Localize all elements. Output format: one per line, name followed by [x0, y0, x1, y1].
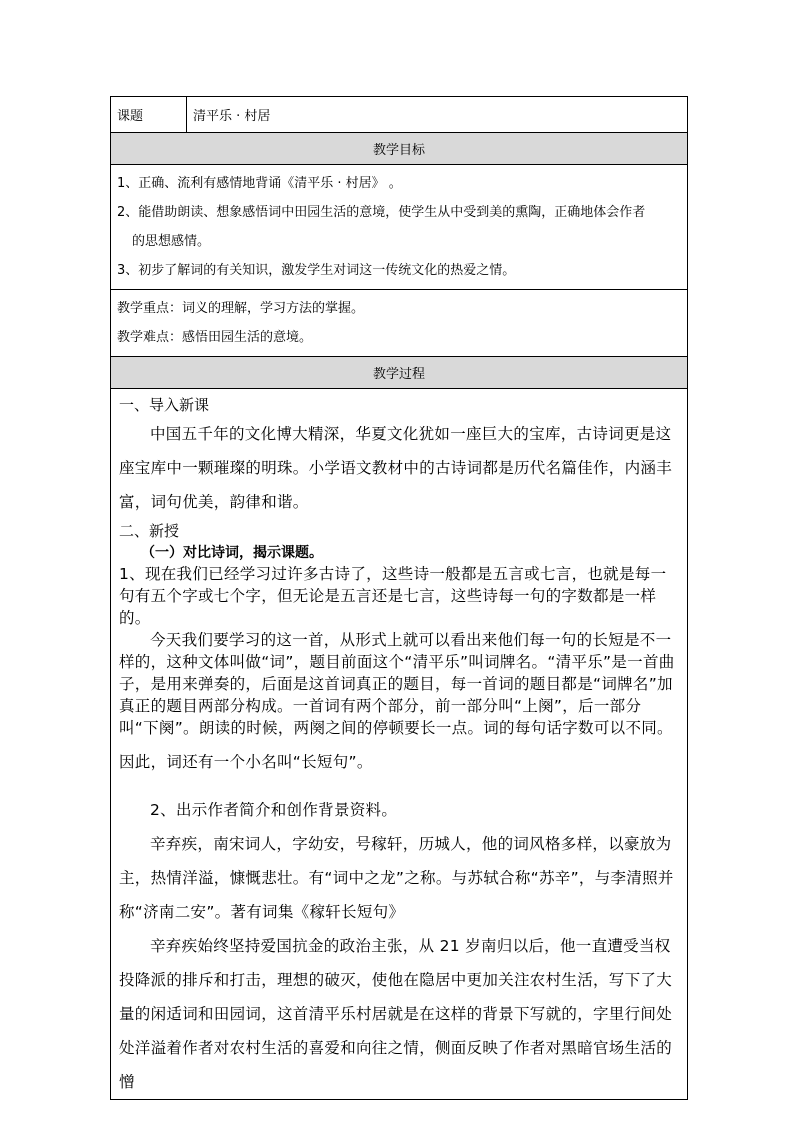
- objectives-list: [111, 165, 688, 290]
- section-1-title: 一、导入新课: [119, 396, 210, 414]
- objectives-heading: 教学目标: [111, 133, 688, 165]
- subsection-1-title: （一）对比诗词，揭示课题。: [141, 545, 323, 561]
- focus-block: [111, 290, 688, 357]
- process-content: [111, 389, 688, 1100]
- objective-item-1: 1、正确、流利有感情地背诵《清平乐 · 村居》 。: [117, 176, 402, 191]
- difficulty-point: 教学难点：感悟田园生活的意境。: [117, 330, 313, 345]
- objective-item-2-cont: 的思想感情。: [132, 234, 211, 249]
- paragraph-2: 今天我们要学习的这一首，从形式上就可以看出来他们每一句的长短是不一样的，这种文体叫做“词”，题目前面这个“清平乐”叫词牌名。“清平乐”是一首曲子，是用来弹奏的，后面是这首词真正的题目，每一首词的题目都是“词牌名”加真正的题目两部分构成。一首词有两个部分，前一部分叫“上阕”，后一部分叫“下阕”。朗读的时候，两阕之间的停顿要长一点。词的每句话字数可以不同。: [119, 631, 675, 737]
- lesson-title: 清平乐 · 村居: [187, 97, 688, 133]
- section-2-title: 二、新授: [119, 522, 180, 540]
- paragraph-4: 2、出示作者简介和创作背景资料。: [150, 801, 398, 819]
- intro-paragraph: 中国五千年的文化博大精深，华夏文化犹如一座巨大的宝库，古诗词更是这座宝库中一颗璀璨的明珠。小学语文教材中的古诗词都是历代名篇佳作，内涵丰富，词句优美，韵律和谐。: [119, 425, 673, 511]
- objective-item-2: 2、能借助朗读、想象感悟词中田园生活的意境，使学生从中受到美的熏陶，正确地体会作者: [117, 205, 646, 220]
- subject-label: 课题: [111, 97, 187, 133]
- paragraph-3: 因此，词还有一个小名叫“长短句”。: [119, 753, 373, 771]
- paragraph-1: 1、现在我们已经学习过许多古诗了，这些诗一般都是五言或七言，也就是每一句有五个字或七个字，但无论是五言还是七言，这些诗每一句的字数都是一样的。: [119, 565, 667, 627]
- background-paragraph: 辛弃疾始终坚持爱国抗金的政治主张，从 21 岁南归以后，他一直遭受当权投降派的排斥和打击，理想的破灭，使他在隐居中更加关注农村生活，写下了大量的闲适词和田园词，这首清平乐村居就是在这样的背景下写就的，字里行间处处洋溢着作者对农村生活的喜爱和向往之情，侧面反映了作者对黑暗官场生活的憎: [119, 937, 673, 1091]
- process-heading: 教学过程: [111, 357, 688, 389]
- objective-item-3: 3、初步了解词的有关知识，激发学生对词这一传统文化的热爱之情。: [117, 263, 516, 278]
- title-row: [111, 97, 688, 133]
- author-bio-paragraph: 辛弃疾，南宋词人，字幼安，号稼轩，历城人，他的词风格多样，以豪放为主，热情洋溢，慷慨悲壮。有“词中之龙”之称。与苏轼合称“苏辛”，与李清照并称“济南二安”。著有词集《稼轩长短句》: [119, 835, 674, 921]
- key-point: 教学重点：词义的理解，学习方法的掌握。: [117, 301, 365, 316]
- lesson-plan-table: [110, 96, 688, 1100]
